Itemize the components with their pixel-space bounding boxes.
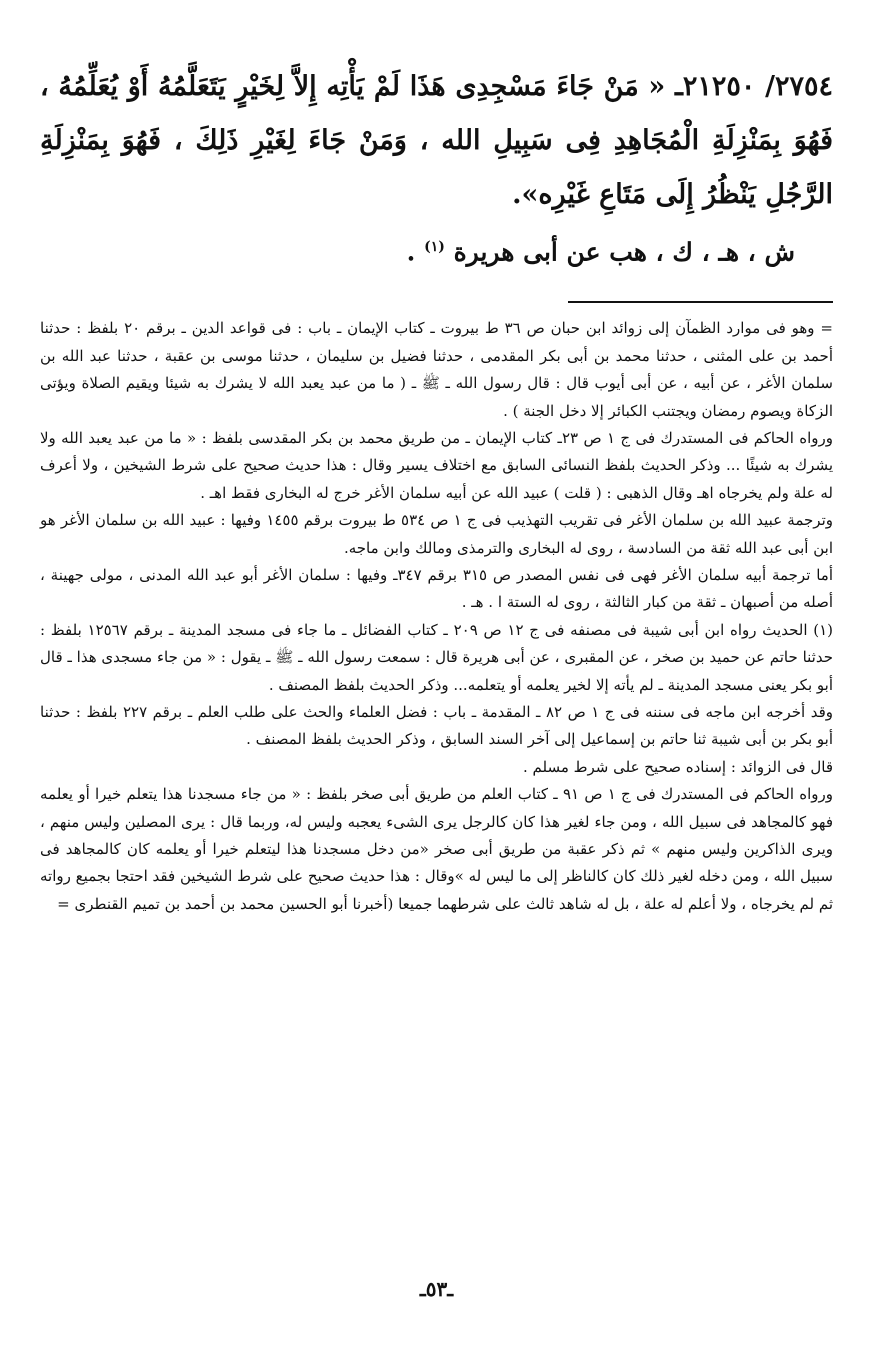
- footnote-paragraph: (١) الحديث رواه ابن أبى شيبة فى مصنفه فى ج ١٢ ص ٢٠٩ ـ كتاب الفضائل ـ ما جاء فى مسجد المدينة ـ برقم ١٢٥٦٧ بلفظ : حدثنا حاتم عن حميد بن صخر ، عن المقبرى ، عن أبى هريرة قال : سمعت رسول الله ـ ﷺ ـ يقول : « من جاء مسجدى هذا ـ قال أبو بكر يعنى مسجد المدينة ـ لم يأته إلا لخير يعلمه أو يتعلمه... وذكر الحديث بلفظ المصنف .: [40, 620, 834, 694]
- page: [40, 60, 833, 1361]
- hadith-number: ٢٧٥٤/ ٢١٢٥٠ـ: [674, 71, 834, 102]
- hadith-sources: [40, 224, 795, 275]
- sources-text: ش ، هـ ، ك ، هب عن أبى هريرة: [453, 237, 795, 267]
- hadith-text: « مَنْ جَاءَ مَسْجِدِى هَذَا لَمْ يَأْتِه إِلاَّ لِخَيْرٍ يَتَعَلَّمُهُ أَوْ يُعَلِّمُهُ ، فَهُوَ بِمَنْزِلَةِ الْمُجَاهِدِ فِى سَبِيلِ الله ، وَمَنْ جَاءَ لِغَيْرِ ذَلِكَ ، فَهُوَ بِمَنْزِلَةِ الرَّجُلِ يَنْظُرُ إِلَى مَتَاعِ غَيْرِه».: [40, 71, 833, 210]
- footnote-paragraph: ورواه الحاكم فى المستدرك فى ج ١ ص ٩١ ـ كتاب العلم من طريق أبى صخر بلفظ : « من جاء مسجدنا هذا يتعلم خيرا أو يعلمه فهو كالمجاهد فى سبيل الله ، ومن جاء لغير هذا كان كالرجل يرى الشىء يعجبه وليس له، وربما قال : يرى المصلين وليس منهم ، ويرى الذاكرين وليس منهم » ثم ذكر عقبة من طريق أبى صخر «من دخل مسجدنا هذا ليتعلم خيرا أو يعلمه كان كالمجاهد فى سبيل الله ، ومن دخله لغير ذلك كان كالناظر إلى ما ليس له »وقال : هذا حديث صحيح على شرط الشيخين فقد احتجا بجميع رواته ثم لم يخرجاه ، ولا أعلم له علة ، بل له شاهد ثالث على شرطهما جميعا (أخبرنا أبو الحسين محمد بن أحمد بن تميم القنطرى =: [40, 785, 833, 913]
- footnote-paragraph: = وهو فى موارد الظمآن إلى زوائد ابن حبان ص ٣٦ ط بيروت ـ كتاب الإيمان ـ باب : فى قواعد الدين ـ برقم ٢٠ بلفظ : حدثنا أحمد بن على المثنى ، حدثنا محمد بن أبى بكر المقدمى ، حدثنا فضيل بن سليمان ، حدثنا موسى بن عقبة ، حدثنا عبد الله بن سلمان الأغر ، عن أبيه ، عن أبى أيوب قال : قال رسول الله ـ ﷺ ـ ( ما من عبد يعبد الله لا يشرك به شيئا ويقيم الصلاة ويؤتى الزكاة ويصوم رمضان ويجتنب الكبائر إلا دخل الجنة ) .: [40, 319, 833, 420]
- footnote-paragraph: قال فى الزوائد : إسناده صحيح على شرط مسلم .: [522, 757, 833, 776]
- hadith-block: [40, 60, 833, 222]
- footnote-paragraph: أما ترجمة أبيه سلمان الأغر فهى فى نفس المصدر ص ٣١٥ برقم ٣٤٧ـ وفيها : سلمان الأغر أبو عبد الله المدنى ، مولى جهينة ، أصله من أصبهان ـ ثقة من كبار الثالثة ، روى له الستة ا . هـ .: [40, 565, 833, 612]
- footnote-marker: (١): [424, 239, 445, 255]
- footnote-paragraph: وقد أخرجه ابن ماجه فى سننه فى ج ١ ص ٨٢ ـ المقدمة ـ باب : فضل العلماء والحث على طلب العلم ـ برقم ٢٢٧ بلفظ : حدثنا أبو بكر بن أبى شيبة ثنا حاتم بن إسماعيل إلى آخر السند السابق ، وذكر الحديث بلفظ المصنف .: [40, 703, 833, 749]
- footnote-divider: [568, 301, 833, 303]
- footnotes: [40, 315, 833, 918]
- footnote-paragraph: ورواه الحاكم فى المستدرك فى ج ١ ص ٢٣ـ كتاب الإيمان ـ من طريق محمد بن بكر المقدسى بلفظ : « ما من عبد يعبد الله ولا يشرك به شيئًا ... وذكر الحديث بلفظ النسائى السابق مع اختلاف يسير وقال : هذا حديث صحيح على شرط الشيخين ، ولا أعرف له علة ولم يخرجاه اهـ وقال الذهبى : ( قلت ) عبيد الله عن أبيه سلمان الأغر خرج له البخارى فقط اهـ .: [40, 428, 833, 502]
- footnote-paragraph: وترجمة عبيد الله بن سلمان الأغر فى تقريب التهذيب فى ج ١ ص ٥٣٤ ط بيروت برقم ١٤٥٥ وفيها : عبيد الله بن سلمان الأغر هو ابن أبى عبد الله ثقة من السادسة ، روى له البخارى والترمذى ومالك وابن ماجه.: [40, 511, 833, 557]
- sources-period: .: [406, 237, 416, 267]
- hadith-paragraph: [40, 60, 833, 222]
- page-number: ـ٥٣ـ: [419, 1277, 454, 1301]
